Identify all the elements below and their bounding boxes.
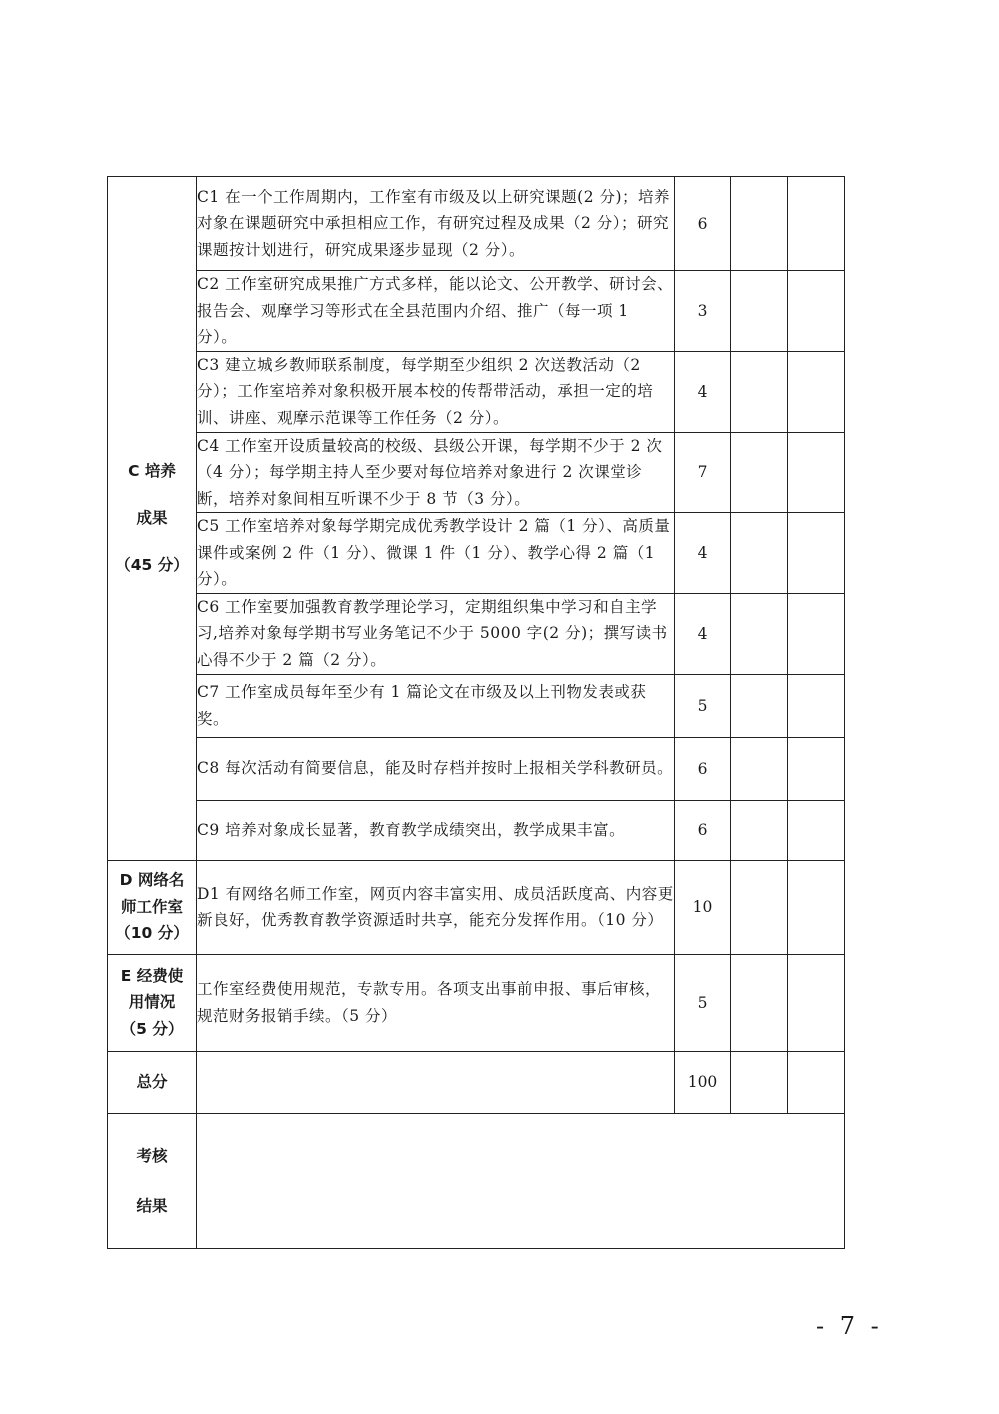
table-row-total (108, 1051, 845, 1113)
category-c-line1: C 培养 (128, 461, 176, 480)
evaluation-cell (788, 432, 845, 513)
result-content-cell (197, 1113, 845, 1248)
evaluation-cell (788, 271, 845, 352)
assessment-table (107, 176, 845, 1249)
table-row-c2 (108, 271, 845, 352)
table-row-result (108, 1113, 845, 1248)
table-row-c1 (108, 177, 845, 271)
category-c-line2: 成果 (136, 508, 168, 527)
table-row-c3 (108, 351, 845, 432)
evaluation-cell (731, 593, 788, 674)
evaluation-cell (788, 800, 845, 860)
criterion-text: C2 工作室研究成果推广方式多样，能以论文、公开教学、研讨会、报告会、观摩学习等形式在全县范围内介绍、推广（每一项 1 分）。 (197, 271, 675, 352)
evaluation-cell (788, 351, 845, 432)
category-d-line3: （10 分） (115, 924, 189, 943)
evaluation-cell (788, 860, 845, 954)
evaluation-cell (788, 177, 845, 271)
criterion-text: C6 工作室要加强教育教学理论学习，定期组织集中学习和自主学习,培养对象每学期书写业务笔记不少于 5000 字(2 分)；撰写读书心得不少于 2 篇（2 分）。 (197, 593, 675, 674)
table-row-c4 (108, 432, 845, 513)
total-score: 100 (675, 1051, 731, 1113)
score-cell: 4 (675, 593, 731, 674)
evaluation-cell (788, 593, 845, 674)
category-e-line1: E 经费使 (120, 966, 184, 985)
criterion-text: C7 工作室成员每年至少有 1 篇论文在市级及以上刊物发表或获奖。 (197, 674, 675, 737)
category-c-line3: （45 分） (115, 555, 189, 574)
evaluation-cell (731, 860, 788, 954)
table-row-c5 (108, 513, 845, 594)
table-row-c6 (108, 593, 845, 674)
category-d-line2: 师工作室 (120, 897, 183, 916)
criterion-text: C8 每次活动有简要信息，能及时存档并按时上报相关学科教研员。 (197, 737, 675, 800)
score-cell: 3 (675, 271, 731, 352)
table-row-c9 (108, 800, 845, 860)
score-cell: 4 (675, 351, 731, 432)
evaluation-cell (731, 177, 788, 271)
score-cell: 10 (675, 860, 731, 954)
category-c-cell (108, 177, 197, 861)
criterion-text: D1 有网络名师工作室，网页内容丰富实用、成员活跃度高、内容更新良好，优秀教育教学资源适时共享，能充分发挥作用。（10 分） (197, 860, 675, 954)
criterion-text: C1 在一个工作周期内，工作室有市级及以上研究课题(2 分)；培养对象在课题研究中承担相应工作，有研究过程及成果（2 分）；研究课题按计划进行，研究成果逐步显现（2 分）。 (197, 177, 675, 271)
evaluation-cell (731, 351, 788, 432)
evaluation-cell (788, 954, 845, 1051)
score-cell: 5 (675, 674, 731, 737)
result-label-cell (108, 1113, 197, 1248)
table-row-c7 (108, 674, 845, 737)
result-label-line1: 考核 (136, 1146, 168, 1165)
evaluation-cell (731, 954, 788, 1051)
criterion-text: 工作室经费使用规范，专款专用。各项支出事前申报、事后审核，规范财务报销手续。（5 分） (197, 954, 675, 1051)
evaluation-cell (731, 737, 788, 800)
evaluation-cell (788, 513, 845, 594)
score-cell: 6 (675, 737, 731, 800)
evaluation-cell (731, 674, 788, 737)
criterion-text: C4 工作室开设质量较高的校级、县级公开课，每学期不少于 2 次（4 分）；每学期主持人至少要对每位培养对象进行 2 次课堂诊断，培养对象间相互听课不少于 8 节（3 分）。 (197, 432, 675, 513)
category-e-cell (108, 954, 197, 1051)
score-cell: 4 (675, 513, 731, 594)
criterion-text: C5 工作室培养对象每学期完成优秀教学设计 2 篇（1 分）、高质量课件或案例 2 件（1 分）、微课 1 件（1 分）、教学心得 2 篇（1 分）。 (197, 513, 675, 594)
evaluation-cell (788, 674, 845, 737)
score-cell: 6 (675, 800, 731, 860)
score-cell: 7 (675, 432, 731, 513)
category-e-line3: （5 分） (120, 1019, 184, 1038)
evaluation-cell (731, 432, 788, 513)
result-label-line2: 结果 (136, 1196, 168, 1215)
category-d-line1: D 网络名 (119, 871, 185, 890)
table-row-d1 (108, 860, 845, 954)
criterion-text: C3 建立城乡教师联系制度，每学期至少组织 2 次送教活动（2 分）；工作室培养对象积极开展本校的传帮带活动，承担一定的培训、讲座、观摩示范课等工作任务（2 分）。 (197, 351, 675, 432)
category-e-line2: 用情况 (128, 993, 176, 1012)
evaluation-cell (731, 800, 788, 860)
evaluation-cell (788, 1051, 845, 1113)
evaluation-cell (731, 1051, 788, 1113)
criterion-text: C9 培养对象成长显著，教育教学成绩突出，教学成果丰富。 (197, 800, 675, 860)
evaluation-cell (731, 513, 788, 594)
score-cell: 5 (675, 954, 731, 1051)
evaluation-cell (788, 737, 845, 800)
category-d-cell (108, 860, 197, 954)
evaluation-cell (731, 271, 788, 352)
total-empty-cell (197, 1051, 675, 1113)
page-number: - 7 - (816, 1312, 883, 1340)
score-cell: 6 (675, 177, 731, 271)
table-row-e (108, 954, 845, 1051)
table-row-c8 (108, 737, 845, 800)
total-label: 总分 (108, 1051, 197, 1113)
